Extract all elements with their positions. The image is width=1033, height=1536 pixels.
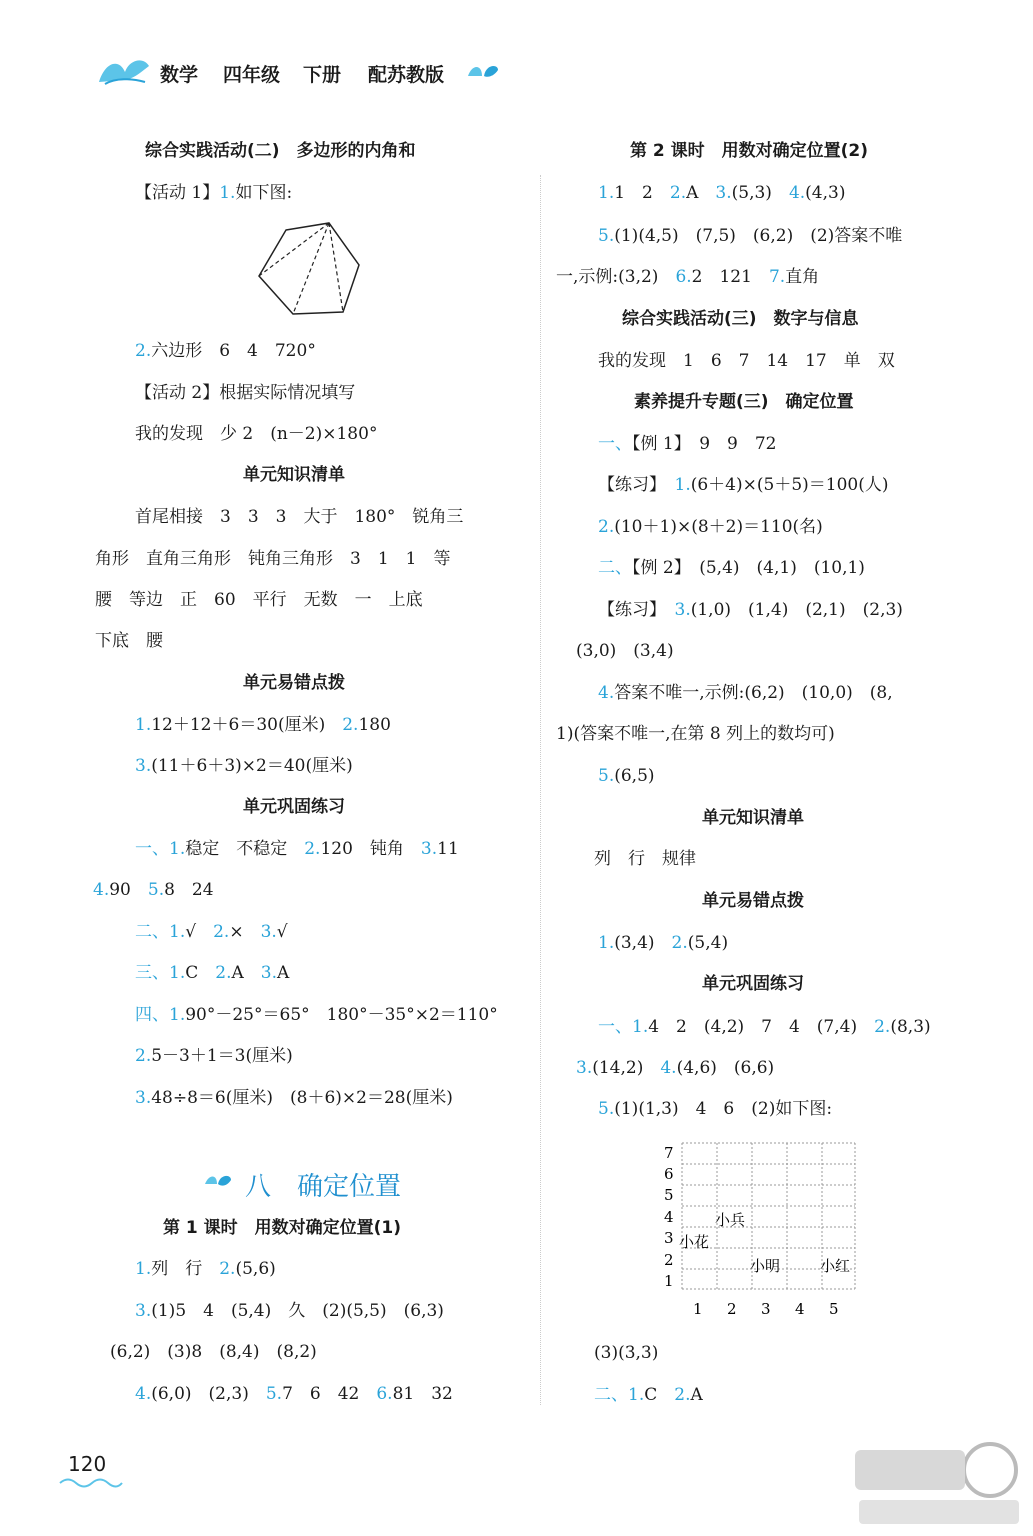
- x-tick-label: 1: [693, 1300, 703, 1318]
- knowledge-line: 首尾相接 3 3 3 大于 180° 锐角三: [135, 507, 464, 527]
- answer-line: 【练习】 3.(1,0) (1,4) (2,1) (2,3): [598, 600, 903, 620]
- answer-line: 5.(1)(1,3) 4 6 (2)如下图:: [598, 1099, 833, 1119]
- y-tick-label: 3: [664, 1229, 674, 1247]
- hexagon-diagram: [255, 220, 367, 320]
- leaf-icon: [466, 62, 500, 82]
- knowledge-line: 列 行 规律: [594, 849, 696, 869]
- section-title-practice: 单元巩固练习: [702, 974, 804, 994]
- knowledge-line: 腰 等边 正 60 平行 无数 一 上底: [95, 590, 423, 610]
- y-tick-label: 4: [664, 1208, 674, 1226]
- section-title-knowledge: 单元知识清单: [243, 465, 345, 485]
- answer-line: 1.(3,4) 2.(5,4): [598, 933, 729, 953]
- lesson-1-title: 第 1 课时 用数对确定位置(1): [163, 1218, 402, 1238]
- point-label-xiaohua: 小花: [679, 1233, 710, 1251]
- butterfly-logo-icon: [95, 52, 151, 88]
- y-tick-label: 6: [664, 1165, 674, 1183]
- answer-line: 3.(11＋6＋3)×2＝40(厘米): [135, 756, 353, 776]
- wave-decoration-icon: [58, 1476, 124, 1490]
- answer-line: 4.答案不唯一,示例:(6,2) (10,0) (8,: [598, 683, 893, 703]
- answer-line: 1.12＋12＋6＝30(厘米) 2.180: [135, 715, 391, 735]
- point-label-xiaobing: 小兵: [715, 1211, 746, 1229]
- answer-line: (3)(3,3): [594, 1343, 659, 1363]
- answer-line: 3.48÷8＝6(厘米) (8＋6)×2＝28(厘米): [135, 1088, 453, 1108]
- answer-line: 4.(6,0) (2,3) 5.7 6 42 6.81 32: [135, 1384, 453, 1404]
- answer-line: 一、1.稳定 不稳定 2.120 钝角 3.11: [135, 839, 459, 859]
- answer-line: 3.(14,2) 4.(4,6) (6,6): [576, 1058, 775, 1078]
- knowledge-line: 下底 腰: [95, 631, 163, 651]
- section-title-practice: 单元巩固练习: [243, 797, 345, 817]
- answer-line: 1.列 行 2.(5,6): [135, 1259, 276, 1279]
- section-title-digits-info: 综合实践活动(三) 数字与信息: [622, 309, 859, 329]
- header-edition: 配苏教版: [368, 64, 445, 86]
- answer-line: 1)(答案不唯一,在第 8 列上的数均可): [556, 724, 835, 744]
- answer-line: 一、【例 1】 9 9 72: [598, 434, 777, 454]
- answer-line: 4.90 5.8 24: [93, 880, 214, 900]
- answer-line: 二、1.C 2.A: [594, 1385, 703, 1405]
- answer-line: 2.(10＋1)×(8＋2)＝110(名): [598, 517, 823, 537]
- point-label-xiaohong: 小红: [820, 1257, 851, 1275]
- activity-2-line: 【活动 2】根据实际情况填写: [135, 383, 356, 403]
- section-title-polygon-angles: 综合实践活动(二) 多边形的内角和: [145, 141, 416, 161]
- header-grade: 四年级: [223, 64, 281, 86]
- x-tick-label: 3: [761, 1300, 771, 1318]
- answer-line: 二、1.√ 2.× 3.√: [135, 922, 288, 942]
- section-title-errors: 单元易错点拨: [702, 891, 804, 911]
- knowledge-line: 角形 直角三角形 钝角三角形 3 1 1 等: [95, 549, 451, 569]
- answer-line: 一、1.4 2 (4,2) 7 4 (7,4) 2.(8,3): [598, 1017, 931, 1037]
- x-tick-label: 5: [829, 1300, 839, 1318]
- x-tick-label: 4: [795, 1300, 805, 1318]
- answer-line: 【练习】 1.(6＋4)×(5＋5)＝100(人): [598, 475, 889, 495]
- page-number: 120: [68, 1452, 107, 1476]
- answer-line: (3,0) (3,4): [576, 641, 674, 661]
- answer-line: 1.1 2 2.A 3.(5,3) 4.(4,3): [598, 183, 846, 203]
- y-tick-label: 2: [664, 1251, 674, 1269]
- header-subject: 数学: [160, 64, 199, 86]
- chapter-title: 八 确定位置: [245, 1172, 402, 1202]
- coordinate-grid: [660, 1135, 870, 1325]
- answer-line: 2.5－3＋1＝3(厘米): [135, 1046, 293, 1066]
- answer-line: 四、1.90°－25°＝65° 180°－35°×2＝110°: [135, 1005, 498, 1025]
- y-tick-label: 1: [664, 1272, 674, 1290]
- column-divider: [540, 175, 541, 1405]
- watermark-logo: [845, 1440, 1025, 1530]
- section-title-skill-topic: 素养提升专题(三) 确定位置: [634, 392, 854, 412]
- x-tick-label: 2: [727, 1300, 737, 1318]
- point-label-xiaoming: 小明: [750, 1257, 781, 1275]
- y-tick-label: 7: [664, 1144, 674, 1162]
- answer-line: 5.(6,5): [598, 766, 655, 786]
- discovery-line: 我的发现 少 2 (n－2)×180°: [135, 424, 378, 444]
- section-title-errors: 单元易错点拨: [243, 673, 345, 693]
- section-title-knowledge: 单元知识清单: [702, 808, 804, 828]
- discovery-line: 我的发现 1 6 7 14 17 单 双: [598, 351, 895, 371]
- answer-line: 一,示例:(3,2) 6.2 121 7.直角: [556, 267, 820, 287]
- answer-line: 二、【例 2】 (5,4) (4,1) (10,1): [598, 558, 865, 578]
- answer-line: 2.六边形 6 4 720°: [135, 341, 316, 361]
- answer-line: (6,2) (3)8 (8,4) (8,2): [110, 1342, 317, 1362]
- activity-1-line: 【活动 1】1.如下图:: [135, 183, 293, 203]
- header-volume: 下册: [303, 64, 342, 86]
- answer-line: 5.(1)(4,5) (7,5) (6,2) (2)答案不唯: [598, 226, 903, 246]
- y-tick-label: 5: [664, 1186, 674, 1204]
- answer-line: 三、1.C 2.A 3.A: [135, 963, 290, 983]
- lesson-2-title: 第 2 课时 用数对确定位置(2): [630, 141, 869, 161]
- leaf-icon: [203, 1174, 233, 1192]
- answer-line: 3.(1)5 4 (5,4) 久 (2)(5,5) (6,3): [135, 1301, 444, 1321]
